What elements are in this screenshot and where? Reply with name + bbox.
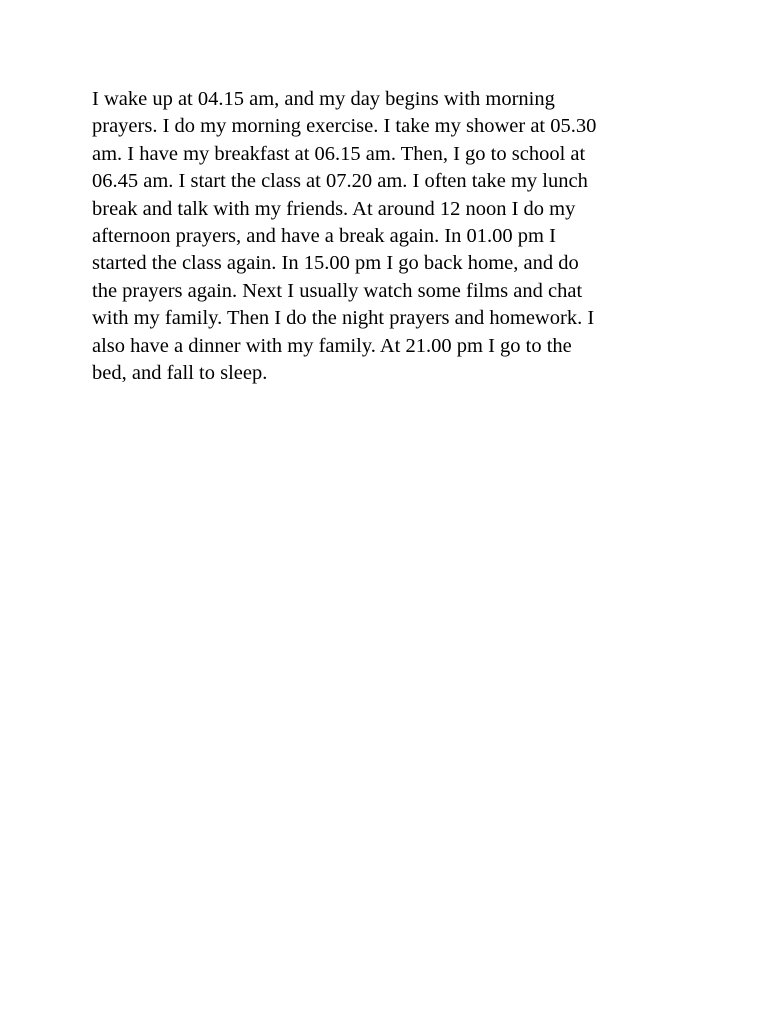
paragraph-line-11: bed, and fall to sleep.	[92, 362, 268, 385]
paragraph-line-7: started the class again. In 15.00 pm I go back home, and do	[92, 252, 579, 275]
paragraph-line-9: with my family. Then I do the night prayers and homework. I	[92, 307, 595, 330]
body-paragraph	[92, 86, 692, 387]
paragraph-line-8: the prayers again. Next I usually watch some films and chat	[92, 279, 583, 302]
paragraph-line-4: 06.45 am. I start the class at 07.20 am. I often take my lunch	[92, 170, 588, 193]
paragraph-line-5: break and talk with my friends. At around 12 noon I do my	[92, 197, 576, 220]
paragraph-line-1: I wake up at 04.15 am, and my day begins with morning	[92, 88, 555, 110]
paragraph-line-2: prayers. I do my morning exercise. I take my shower at 05.30	[92, 115, 597, 138]
paragraph-line-3: am. I have my breakfast at 06.15 am. Then, I go to school at	[92, 142, 586, 165]
paragraph-line-10: also have a dinner with my family. At 21.00 pm I go to the	[92, 334, 572, 357]
paragraph-line-6: afternoon prayers, and have a break again. In 01.00 pm I	[92, 225, 556, 248]
